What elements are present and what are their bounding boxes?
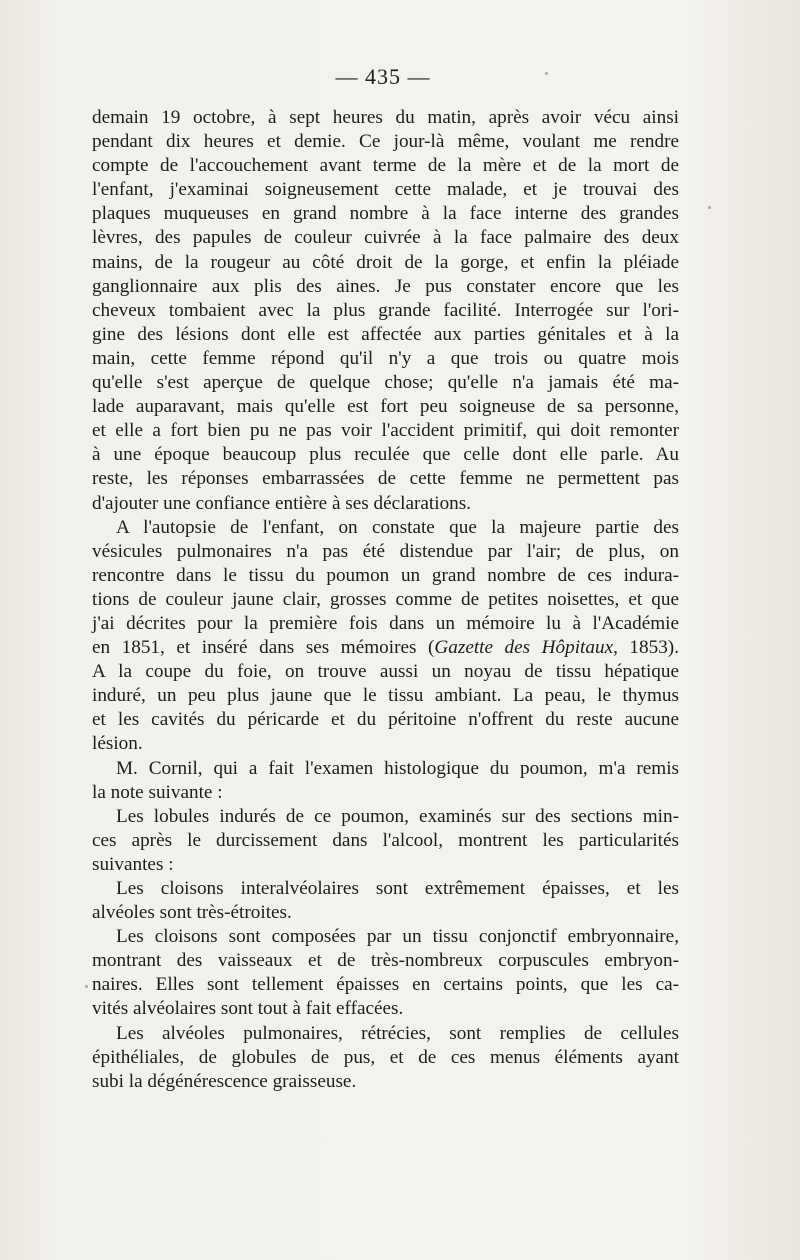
- ink-speck: [85, 985, 88, 988]
- text-line: d'ajouter une confiance entière à ses déclarations.: [92, 492, 472, 514]
- ink-speck: [708, 206, 711, 209]
- text-line: lèvres, des papules de couleur cuivrée à la face palmaire des deux: [92, 227, 679, 249]
- text-line: Les cloisons sont composées par un tissu conjonctif embryonnaire,: [116, 926, 679, 948]
- paragraph-7: [92, 1022, 679, 1094]
- text-line: Les alvéoles pulmonaires, rétrécies, sont remplies de cellules: [116, 1022, 679, 1044]
- text-line: Les lobules indurés de ce poumon, examinés sur des sections min-: [116, 805, 679, 827]
- text-line: qu'elle s'est aperçue de quelque chose; qu'elle n'a jamais été ma-: [92, 372, 679, 394]
- text-line: lésion.: [92, 733, 143, 755]
- paragraph-2: [92, 516, 679, 757]
- text-line: A la coupe du foie, on trouve aussi un noyau de tissu hépatique: [92, 661, 679, 683]
- text-line: l'enfant, j'examinai soigneusement cette malade, et je trouvai des: [92, 179, 679, 201]
- text-line: lade auparavant, mais qu'elle est fort peu soigneuse de sa personne,: [92, 396, 679, 418]
- text-line: vités alvéolaires sont tout à fait effacées.: [92, 998, 404, 1020]
- body-text: [92, 106, 679, 1094]
- text-line: j'ai décrites pour la première fois dans un mémoire lu à l'Académie: [92, 612, 679, 634]
- text-line: ces après le durcissement dans l'alcool, montrent les particularités: [92, 829, 679, 851]
- text-line: mains, de la rougeur au côté droit de la gorge, et enfin la pléiade: [92, 251, 679, 273]
- text-line: subi la dégénérescence graisseuse.: [92, 1070, 357, 1092]
- text-line: et les cavités du péricarde et du péritoine n'offrent du reste aucune: [92, 709, 679, 731]
- text-line: alvéoles sont très-étroites.: [92, 902, 292, 924]
- text-line: naires. Elles sont tellement épaisses en certains points, que les ca-: [92, 974, 679, 996]
- text-line: épithéliales, de globules de pus, et de ces menus éléments ayant: [92, 1046, 679, 1068]
- text-line: rencontre dans le tissu du poumon un grand nombre de ces indura-: [92, 564, 679, 586]
- text-line: A l'autopsie de l'enfant, on constate que la majeure partie des: [116, 516, 679, 538]
- text-line: main, cette femme répond qu'il n'y a que trois ou quatre mois: [92, 347, 679, 369]
- text-line: pendant dix heures et demie. Ce jour-là même, voulant me rendre: [92, 131, 679, 153]
- paragraph-5: [92, 877, 679, 925]
- text-line: reste, les réponses embarrassées de cette femme ne permettent pas: [92, 468, 679, 490]
- paragraph-3: [92, 757, 679, 805]
- text-line: gine des lésions dont elle est affectée aux parties génitales et à la: [92, 323, 679, 345]
- text-line: suivantes :: [92, 853, 174, 875]
- text-line: plaques muqueuses en grand nombre à la face interne des grandes: [92, 203, 679, 225]
- text-line: M. Cornil, qui a fait l'examen histologique du poumon, m'a remis: [116, 757, 679, 779]
- text-line: la note suivante :: [92, 781, 223, 803]
- page-number: — 435 —: [335, 64, 431, 89]
- text-line: induré, un peu plus jaune que le tissu ambiant. La peau, le thymus: [92, 685, 679, 707]
- text-line: à une époque beaucoup plus reculée que celle dont elle parle. Au: [92, 444, 679, 466]
- text-line: vésicules pulmonaires n'a pas été distendue par l'air; de plus, on: [92, 540, 679, 562]
- ink-speck: [545, 72, 548, 75]
- text-line: tions de couleur jaune clair, grosses comme de petites noisettes, et que: [92, 588, 679, 610]
- text-line: ganglionnaire aux plis des aines. Je pus constater encore que les: [92, 275, 679, 297]
- text-line: Les cloisons interalvéolaires sont extrêmement épaisses, et les: [116, 878, 679, 899]
- text-line: demain 19 octobre, à sept heures du matin, après avoir vécu ainsi: [92, 107, 679, 128]
- paragraph-4: [92, 805, 679, 877]
- text-line: en 1851, et inséré dans ses mémoires (Gazette des Hôpitaux, 1853).: [92, 637, 679, 659]
- text-line: compte de l'accouchement avant terme de la mère et de la mort de: [92, 155, 679, 177]
- paragraph-6: [92, 925, 679, 1021]
- journal-title: Gazette des Hôpitaux: [434, 637, 614, 659]
- text-line: montrant des vaisseaux et de très-nombreux corpuscules embryon-: [92, 950, 679, 972]
- text-line: et elle a fort bien pu ne pas voir l'accident primitif, qui doit remonter: [92, 420, 679, 442]
- text-line: cheveux tombaient avec la plus grande facilité. Interrogée sur l'ori-: [92, 299, 679, 321]
- paragraph-1: [92, 106, 679, 516]
